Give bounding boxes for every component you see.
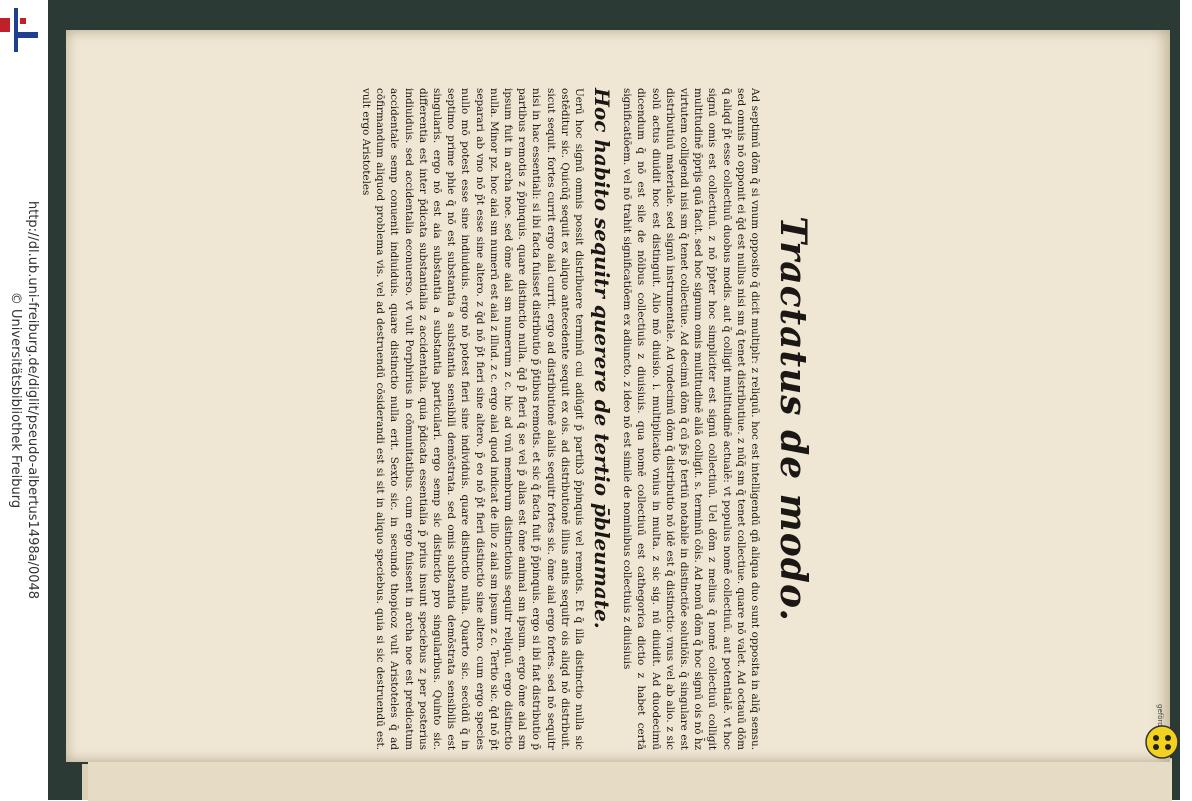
copyright-text: © Universitätsbibliothek Freiburg [8, 291, 23, 509]
page-title: Tractatus de modo. [772, 216, 814, 622]
permalink-url[interactable]: http://dl.ub.uni-freiburg.de/diglit/pseudo-albertus1498a/0048 [25, 200, 40, 600]
page-text-area [276, 88, 820, 750]
sponsor-badge [1138, 688, 1188, 800]
section-heading: Hoc habito sequitr querere de tertio p̄bleumate. [589, 88, 614, 629]
sponsor-crest-icon [1144, 724, 1180, 760]
viewer-sidebar [0, 0, 48, 800]
rotated-text [276, 88, 820, 750]
scan-image [48, 0, 1180, 800]
paragraph-2: Uerū hoc signū omnis possit distribuere terminū cui adiūgit p̄ partib3 p̄pinquis vel remotis. Et q̄ illa distinctio nulla sic ostēditur sic. Quicūq̄ sequit ex aliquo antecedente sequit ex ois. ad distributionē illius antis sequitr ois aliqd nō distribuit. sicut sequit. fortes currit ergo aial currit. ergo ad distributionē alalis sequitr fortes sic. ōme aial ergo fortes. sed nō sequitr nisi in hac essentiali: si ibi facta fuisset distributio p̄ p̄tibus remotis. et sic q̄ facta fuit p̄ p̄pinquis. ergo si ibi fiat distributio p̄ partibus remotis z p̄pinquis. quare distinctio nulla. q̄d p̄ fieri q̄ se vel p̄ alias est ōme animal sm ipsum. ergo ōme aial sm ipsum fuit in archa noe. sed ōme aial sm numerum z c. hic ad vnū membrum distinctionis sequitr reliquū. ergo distinctio nulla. Minor pz. hoc aial sm numerū est aial z illud. z c. ergo aial quod indicat de illo z aial sm ipsum z c. Tertio sic. q̄d nō p̄t separari ab vno nō p̄t esse sine altero. z q̄d nō p̄t fieri sine altero. p̄ eo nō p̄t fieri distinctio sine altero. cum ergo species nullo mō potest esse sine indiuiduis. ergo nō potest fieri sine individuis. quare distinctio nulla. Quarto sic. secūdū q̄ in septimo prime phie q̄ nō est substantia a substantia sensibili demōstrata. sed omis substantia demōstrata sensibilis est singularis. ergo nō est aia substantia a substantia particulari. ergo semp sic distinctio pro singularibus. Quinto sic. differentia est inter p̄dicata substantialia z accidentalia. quia p̄dicata essentialia p̄ prius insunt speciebus z per posterius indiuiduis. sed accidentalia econuerso. vt vult Porphirius in cōmunitatibus. cum ergo fuissent in archa noe est predicatum accidentale semp conuenit indiuiduis. quare distinctio nulla erit. Sexto sic. in secundo thopicoz vult Aristoteles q̄ ad cōfirmandum aliquod problema vis. vel ad destruendū cōsiderandi est si sit in aliquo speciebus. quia si sic destruendū est. vult ergo Aristoteles [359, 88, 585, 750]
book-page [66, 30, 1170, 762]
library-logo-icon [0, 8, 46, 52]
underlying-page [88, 758, 1172, 801]
viewer-right-edge [1180, 0, 1192, 800]
permalink-text[interactable] [7, 201, 41, 599]
paragraph-1: Ad septimū dōm q̄ si vnum opposito q̄ dicit multiplr: z reliquū. hoc est intelligendū qñ aliqua duo sunt opposita in aliq̄ sensu. sed omnis nō opponit ei q̄d est nullus nisi sm q̄ tenet distributiue. z nūq̄ sm q̄ tenet collectiue. quare nō valet. Ad octauū dōm q̄ aliqd p̄t esse collectiuū duobus modis. aut q̄ colligit multitudinē actualē: vt populus nomē collectiuū. aut potentialē. vt hoc signū omis est collectiuū. z nō p̄pter hoc simpliciter est signū collectiuū. Uel dōm z melius q̄ nomē collectiuū colligit multitudinē p̄prijs quā facit. sed hoc signum omis multitudinē aliā colligit. s. terminū cōis. Ad nonū dōm q̄ hoc signū ois nō h̄z virtutem colligendi nisi sm q̄ tenet collectiue. Ad decimū dōm q̄ cū p̄s p̄ tertiū notabile in distinctiōe solutiōis. q̄ singulare est distributiuū materiale. sed signū instrumentale. Ad vndecimū dōm q̄ distributio nō idē est q̄ distinctio: vnus vel ab alio. z sic solū actus diuidit hoc est distinguit. Alio mō diuisio. i. multiplicatio vnius in multa. z sic sig. nū diuidit. Ad duodecimū dicendum q̄ nō est sile de nōibus collectiuis z diuisiuis. qua nomē collectiuū est cathegorica dictio z habet certā significatiōem. vel nō trahit significatiōem ex adiuncto. z ideo nō est simile de nominibus collectiuis z diuisiuis [621, 88, 761, 750]
